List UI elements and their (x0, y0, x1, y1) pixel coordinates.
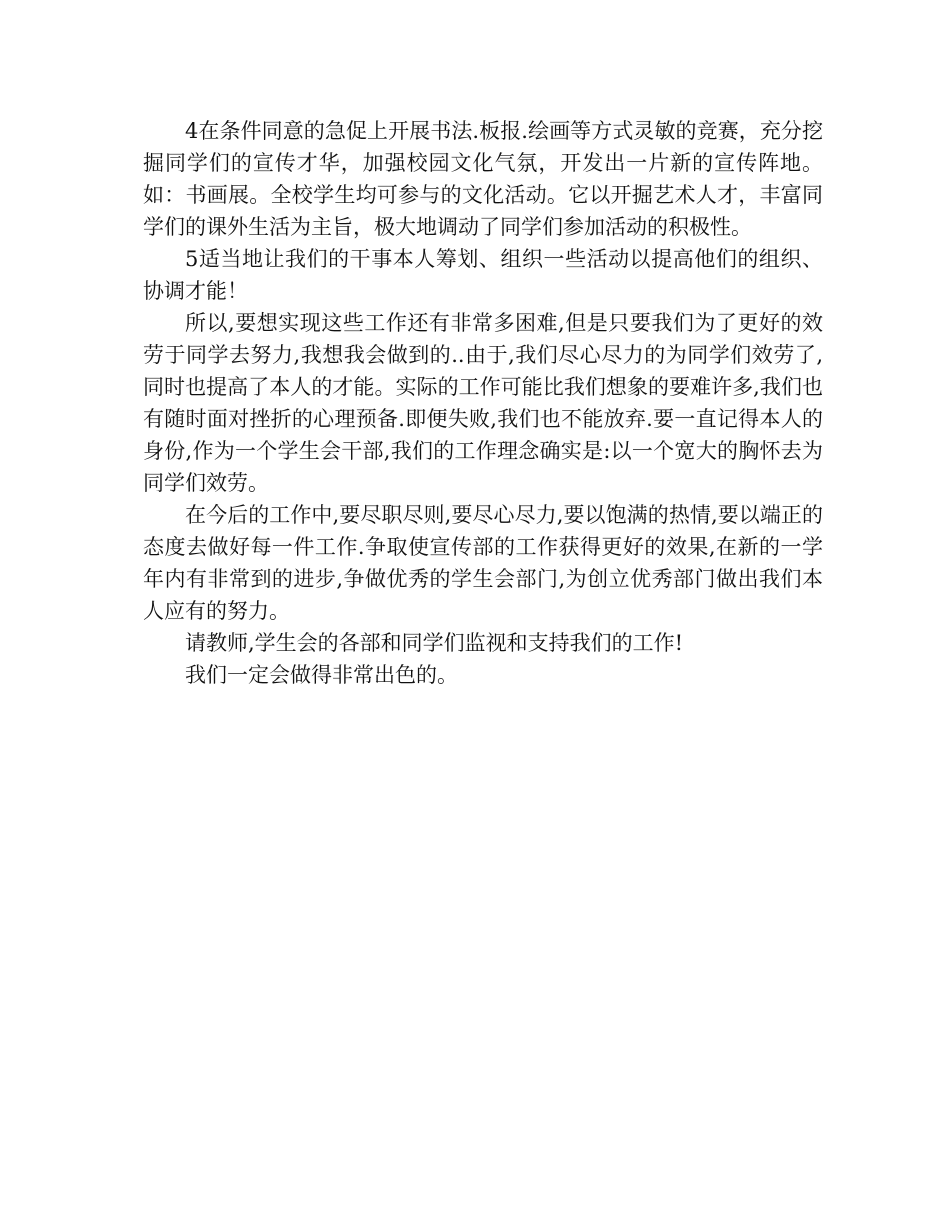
document-body (143, 115, 823, 691)
paragraph-difficulties: 所以,要想实现这些工作还有非常多困难,但是只要我们为了更好的效劳于同学去努力,我想我会做到的..由于,我们尽心尽力的为同学们效劳了,同时也提高了本人的才能。实际的工作可能比我们想象的要难许多,我们也有随时面对挫折的心理预备.即便失败,我们也不能放弃.要一直记得本人的身份,作为一个学生会干部,我们的工作理念确实是:以一个宽大的胸怀去为同学们效劳。 (143, 311, 823, 495)
paragraph-request-support: 请教师,学生会的各部和同学们监视和支持我们的工作! (185, 631, 684, 655)
paragraph-closing: 我们一定会做得非常出色的。 (185, 663, 458, 687)
paragraph-activities: 4在条件同意的急促上开展书法.板报.绘画等方式灵敏的竞赛，充分挖掘同学们的宣传才华，加强校园文化气氛，开发出一片新的宣传阵地。如：书画展。全校学生均可参与的文化活动。它以开掘艺术人才，丰富同学们的课外生活为主旨，极大地调动了同学们参加活动的积极性。 (143, 119, 823, 239)
paragraph-future-work: 在今后的工作中,要尽职尽则,要尽心尽力,要以饱满的热情,要以端正的态度去做好每一件工作.争取使宣传部的工作获得更好的效果,在新的一学年内有非常到的进步,争做优秀的学生会部门,为创立优秀部门做出我们本人应有的努力。 (143, 503, 823, 623)
paragraph-staff-planning: 5适当地让我们的干事本人筹划、组织一些活动以提高他们的组织、协调才能！ (143, 247, 823, 303)
